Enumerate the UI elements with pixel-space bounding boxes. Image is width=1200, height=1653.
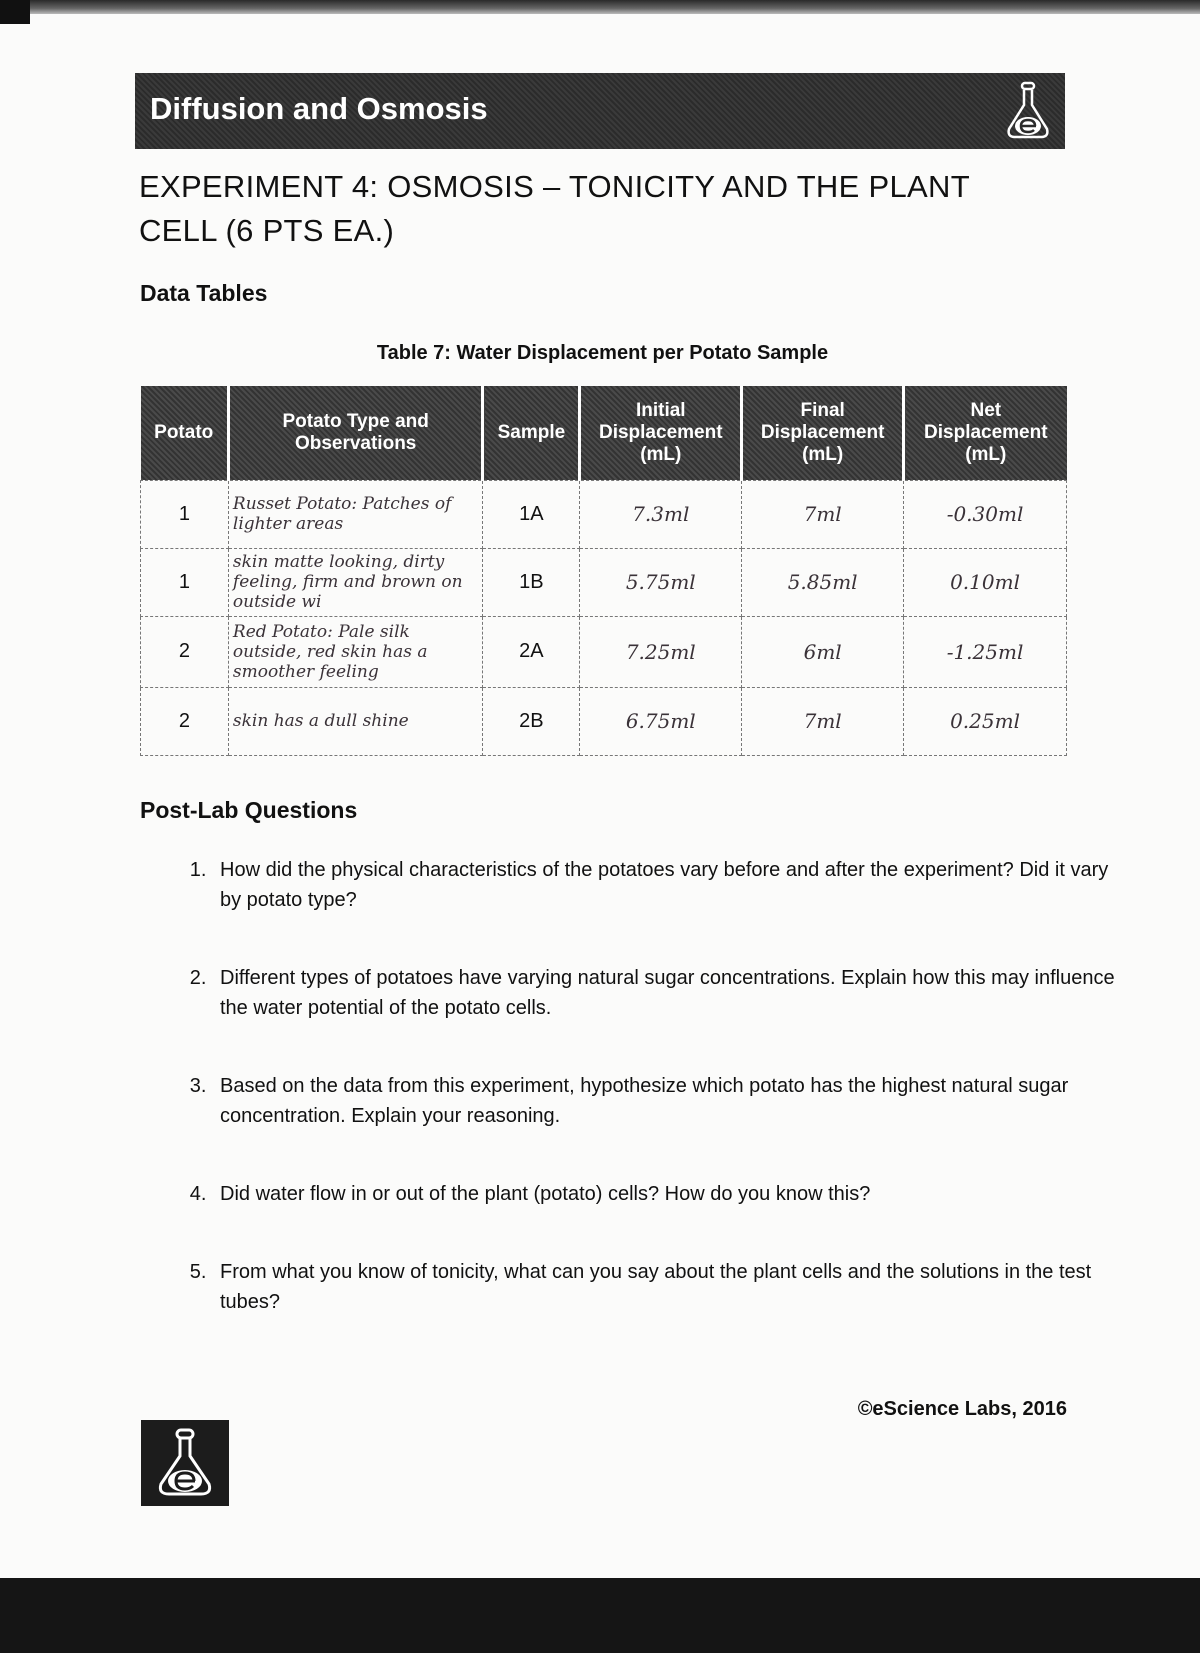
cell-potato: 1 xyxy=(141,548,229,616)
scan-edge-top xyxy=(0,0,1200,14)
post-lab-heading: Post-Lab Questions xyxy=(140,797,358,823)
displacement-table xyxy=(140,386,1067,756)
observations-text: skin has a dull shine xyxy=(232,711,409,731)
scan-corner-mark xyxy=(0,0,30,24)
cell-initial: 5.75ml xyxy=(580,548,742,616)
observations-text: skin matte looking, dirty feeling, firm and brown on outside wi xyxy=(232,552,463,612)
cell-sample: 1B xyxy=(483,548,580,616)
cell-net: 0.10ml xyxy=(904,548,1067,616)
observations-text: Russet Potato: Patches of lighter areas xyxy=(232,494,452,534)
table-row xyxy=(141,480,1067,548)
scan-edge-bottom xyxy=(0,1578,1200,1653)
table-header-row xyxy=(141,386,1067,480)
copyright-text: ©eScience Labs, 2016 xyxy=(857,1398,1067,1420)
banner-title: Diffusion and Osmosis xyxy=(150,91,488,126)
observations-text: Red Potato: Pale silk outside, red skin has a smoother feeling xyxy=(232,621,428,682)
header-net: Net Displacement (mL) xyxy=(904,386,1067,480)
cell-observations xyxy=(228,687,483,755)
question-item: 1. How did the physical characteristics of the potatoes vary before and after the experiment? Did it vary by potato type? xyxy=(212,855,1122,915)
table-row xyxy=(141,548,1067,616)
header-observations: Potato Type and Observations xyxy=(228,386,483,480)
cell-potato: 2 xyxy=(141,616,229,687)
flask-e-icon xyxy=(141,1420,229,1506)
cell-initial: 7.25ml xyxy=(580,616,742,687)
table-caption: Table 7: Water Displacement per Potato Sample xyxy=(376,342,829,364)
question-item: 5. From what you know of tonicity, what can you say about the plant cells and the solutions in the test tubes? xyxy=(212,1257,1122,1317)
cell-potato: 1 xyxy=(141,480,229,548)
table-row xyxy=(141,687,1067,755)
cell-net: -0.30ml xyxy=(904,480,1067,548)
footer-logo xyxy=(141,1420,229,1506)
question-item: 2. Different types of potatoes have varying natural sugar concentrations. Explain how this may influence the water potential of the potato cells. xyxy=(212,963,1122,1023)
header-sample: Sample xyxy=(483,386,580,480)
cell-observations xyxy=(228,548,483,616)
data-tables-heading: Data Tables xyxy=(140,280,268,306)
cell-observations xyxy=(228,616,483,687)
question-item: 4. Did water flow in or out of the plant (potato) cells? How do you know this? xyxy=(212,1179,1122,1209)
header-final: Final Displacement (mL) xyxy=(742,386,904,480)
experiment-title: EXPERIMENT 4: OSMOSIS – TONICITY AND THE PLANT CELL (6 PTS EA.) xyxy=(139,169,970,248)
cell-initial: 7.3ml xyxy=(580,480,742,548)
header-potato: Potato xyxy=(141,386,229,480)
cell-sample: 2B xyxy=(483,687,580,755)
cell-potato: 2 xyxy=(141,687,229,755)
question-item: 3. Based on the data from this experiment, hypothesize which potato has the highest natural sugar concentration. Explain your reasoning. xyxy=(212,1071,1122,1131)
cell-sample: 1A xyxy=(483,480,580,548)
cell-final: 7ml xyxy=(742,480,904,548)
flask-e-icon xyxy=(1003,81,1053,141)
header-banner xyxy=(135,73,1065,149)
cell-net: -1.25ml xyxy=(904,616,1067,687)
cell-final: 7ml xyxy=(742,687,904,755)
cell-initial: 6.75ml xyxy=(580,687,742,755)
post-lab-question-list xyxy=(170,855,1122,1365)
cell-sample: 2A xyxy=(483,616,580,687)
cell-observations xyxy=(228,480,483,548)
cell-net: 0.25ml xyxy=(904,687,1067,755)
table-row xyxy=(141,616,1067,687)
header-initial: Initial Displacement (mL) xyxy=(580,386,742,480)
cell-final: 6ml xyxy=(742,616,904,687)
cell-final: 5.85ml xyxy=(742,548,904,616)
